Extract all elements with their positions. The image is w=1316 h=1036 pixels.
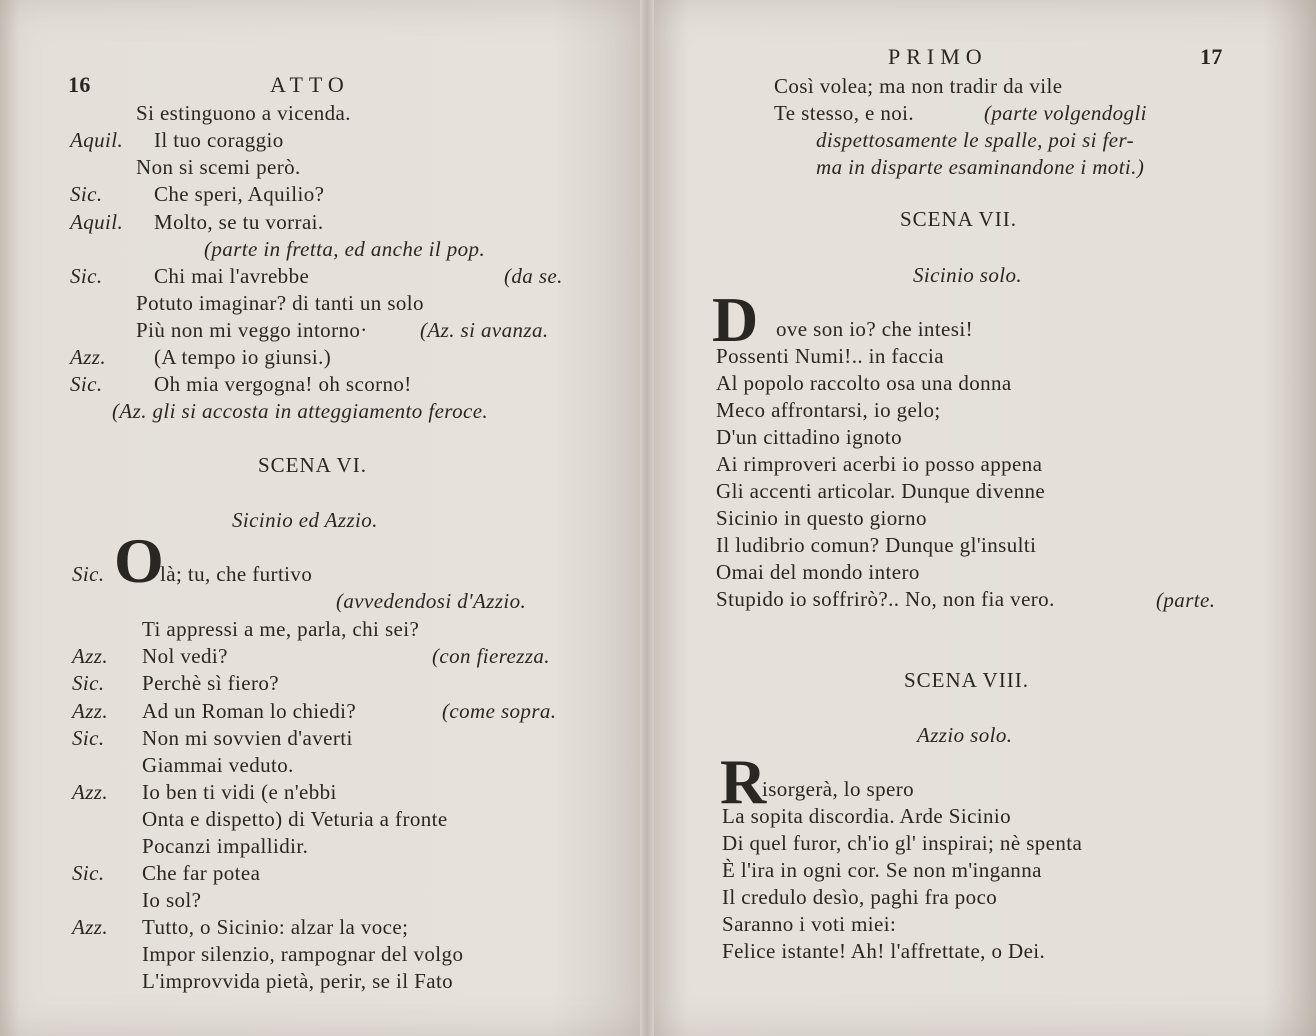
scene-vi-title: SCENA VI. [258, 453, 367, 477]
verse-line: Al popolo raccolto osa una donna [716, 371, 1012, 395]
verse-line: Saranno i voti miei: [722, 912, 897, 936]
verse-line: Non si scemi però. [136, 155, 301, 179]
verse-line: Ti appressi a me, parla, chi sei? [142, 617, 420, 641]
verse-line: Onta e dispetto) di Veturia a fronte [142, 807, 448, 831]
speaker-label: Aquil. [70, 210, 124, 234]
verse-line: là; tu, che furtivo [160, 562, 313, 586]
speaker-label: Azz. [72, 644, 109, 668]
verse-line: (A tempo io giunsi.) [154, 345, 332, 369]
speaker-label: Sic. [70, 182, 103, 206]
stage-direction: (con fierezza. [432, 644, 550, 668]
stage-direction: (parte volgendogli [984, 101, 1147, 125]
verse-line: D'un cittadino ignoto [716, 425, 902, 449]
verse-line: Si estinguono a vicenda. [136, 101, 351, 125]
verse-line: Che speri, Aquilio? [154, 182, 325, 206]
verse-line: Felice istante! Ah! l'affrettate, o Dei. [722, 939, 1046, 963]
scene-vi-persons: Sicinio ed Azzio. [232, 508, 378, 532]
running-head-right: PRIMO [888, 44, 988, 69]
page-number-left: 16 [68, 72, 91, 97]
verse-line: È l'ira in ogni cor. Se non m'inganna [722, 858, 1042, 882]
verse-line: Stupido io soffrirò?.. No, non fia vero. [716, 587, 1055, 611]
verse-line: Potuto imaginar? di tanti un solo [136, 291, 424, 315]
verse-line: Io ben ti vidi (e n'ebbi [142, 780, 337, 804]
scene-vii-persons: Sicinio solo. [913, 263, 1023, 287]
verse-line: Di quel furor, ch'io gl' inspirai; nè spenta [722, 831, 1083, 855]
verse-line: Il tuo coraggio [154, 128, 284, 152]
stage-direction: ma in disparte esaminandone i moti.) [816, 155, 1145, 179]
verse-line: Omai del mondo intero [716, 560, 920, 584]
verse-line: Sicinio in questo giorno [716, 506, 927, 530]
speaker-label: Sic. [72, 726, 105, 750]
book-gutter [640, 0, 654, 1036]
stage-direction: dispettosamente le spalle, poi si fer- [816, 128, 1135, 152]
verse-line: Il credulo desìo, paghi fra poco [722, 885, 998, 909]
verse-line: L'improvvida pietà, perir, se il Fato [142, 969, 454, 993]
stage-direction: (avvedendosi d'Azzio. [336, 589, 527, 613]
verse-line: Te stesso, e noi. [774, 101, 915, 125]
verse-line: Così volea; ma non tradir da vile [774, 74, 1063, 98]
verse-line: Che far potea [142, 861, 261, 885]
verse-line: Chi mai l'avrebbe [154, 264, 310, 288]
stage-direction: (Az. gli si accosta in atteggiamento feroce. [112, 399, 489, 423]
verse-line: Ai rimproveri acerbi io posso appena [716, 452, 1043, 476]
speaker-label: Sic. [72, 861, 105, 885]
drop-cap-r: R [720, 746, 767, 817]
verse-line: Tutto, o Sicinio: alzar la voce; [142, 915, 409, 939]
verse-line: Impor silenzio, rampognar del volgo [142, 942, 464, 966]
verse-line: Molto, se tu vorrai. [154, 210, 324, 234]
verse-line: Io sol? [142, 888, 202, 912]
verse-line: Ad un Roman lo chiedi? [142, 699, 357, 723]
speaker-label: Sic. [72, 562, 105, 586]
verse-line: Perchè sì fiero? [142, 671, 280, 695]
speaker-label: Sic. [70, 372, 103, 396]
drop-cap-d: D [712, 284, 759, 355]
verse-line: Gli accenti articolar. Dunque divenne [716, 479, 1046, 503]
verse-line: Possenti Numi!.. in faccia [716, 344, 944, 368]
scene-viii-persons: Azzio solo. [917, 723, 1013, 747]
scene-viii-title: SCENA VIII. [904, 668, 1029, 692]
speaker-label: Aquil. [70, 128, 124, 152]
speaker-label: Azz. [72, 699, 109, 723]
scene-vii-title: SCENA VII. [900, 207, 1017, 231]
verse-line: isorgerà, lo spero [762, 777, 915, 801]
stage-direction: (come sopra. [442, 699, 557, 723]
verse-line: Nol vedi? [142, 644, 228, 668]
verse-line: Il ludibrio comun? Dunque gl'insulti [716, 533, 1037, 557]
speaker-label: Azz. [72, 915, 109, 939]
speaker-label: Azz. [72, 780, 109, 804]
verse-line: Non mi sovvien d'averti [142, 726, 353, 750]
stage-direction: (Az. si avanza. [420, 318, 549, 342]
speaker-label: Azz. [70, 345, 107, 369]
verse-line: Giammai veduto. [142, 753, 294, 777]
stage-direction: (parte in fretta, ed anche il pop. [204, 237, 486, 261]
verse-line: Più non mi veggo intorno· [136, 318, 368, 342]
verse-line: Oh mia vergogna! oh scorno! [154, 372, 412, 396]
speaker-label: Sic. [70, 264, 103, 288]
verse-line: La sopita discordia. Arde Sicinio [722, 804, 1012, 828]
stage-direction: (da se. [504, 264, 563, 288]
verse-line: ove son io? che intesi! [776, 317, 973, 341]
speaker-label: Sic. [72, 671, 105, 695]
drop-cap-o: O [114, 525, 164, 596]
verse-line: Pocanzi impallidir. [142, 834, 309, 858]
scene-vii-stage-direction: (parte. [1156, 588, 1216, 612]
running-head-left: ATTO [270, 72, 350, 97]
page-number-right: 17 [1200, 44, 1223, 69]
verse-line: Meco affrontarsi, io gelo; [716, 398, 941, 422]
